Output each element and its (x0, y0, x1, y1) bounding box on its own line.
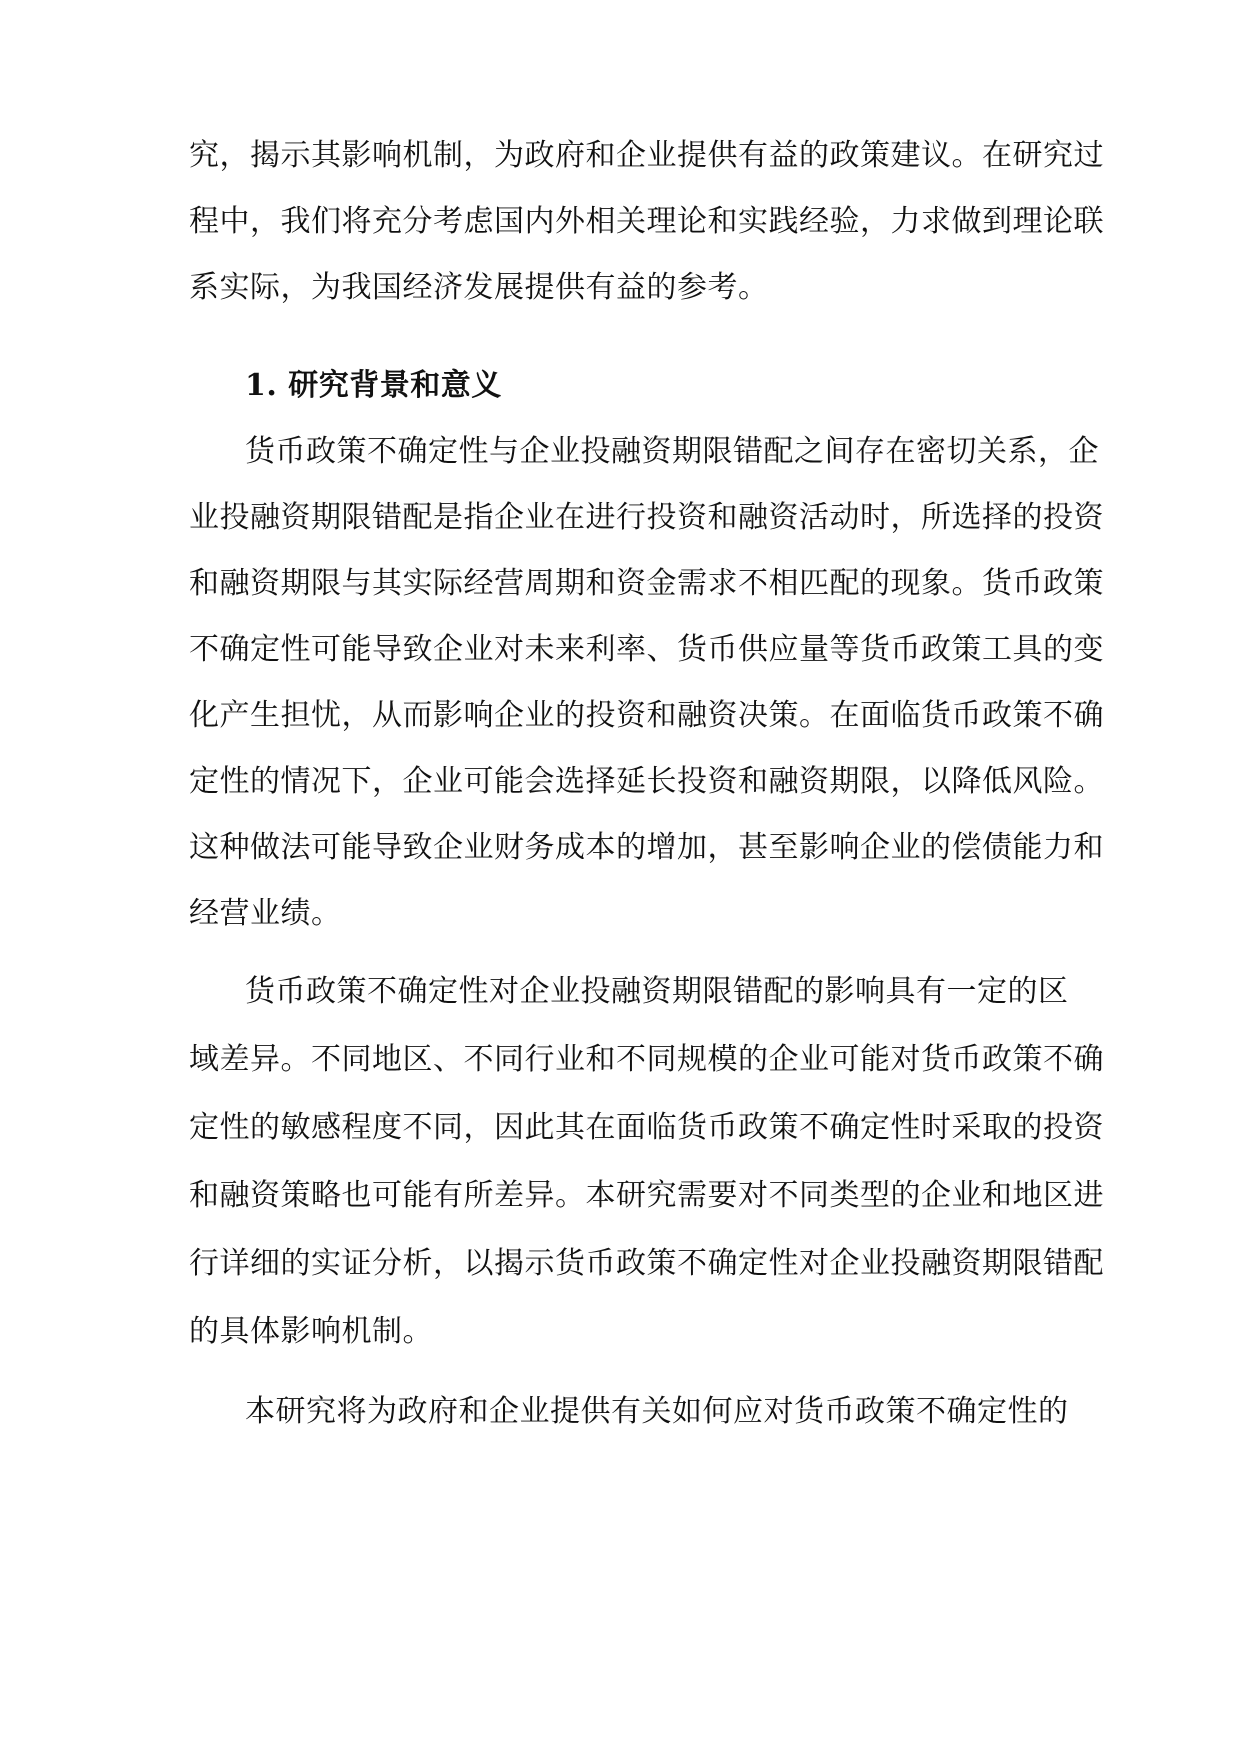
para1-line-1: 货币政策不确定性与企业投融资期限错配之间存在密切关系，企 (245, 434, 1099, 469)
para2-line-6: 的具体影响机制。 (189, 1314, 433, 1349)
para1-line-7: 这种做法可能导致企业财务成本的增加，甚至影响企业的偿债能力和 (189, 830, 1104, 865)
para2-line-2: 域差异。不同地区、不同行业和不同规模的企业可能对货币政策不确 (189, 1042, 1104, 1077)
intro-line-1: 究，揭示其影响机制，为政府和企业提供有益的政策建议。在研究过 (189, 138, 1104, 173)
intro-line-3: 系实际，为我国经济发展提供有益的参考。 (189, 270, 769, 305)
para3-line-1: 本研究将为政府和企业提供有关如何应对货币政策不确定性的 (245, 1394, 1069, 1429)
para2-line-3: 定性的敏感程度不同，因此其在面临货币政策不确定性时采取的投资 (189, 1110, 1104, 1145)
para2-line-1: 货币政策不确定性对企业投融资期限错配的影响具有一定的区 (245, 974, 1069, 1009)
para1-line-6: 定性的情况下，企业可能会选择延长投资和融资期限，以降低风险。 (189, 764, 1104, 799)
para1-line-2: 业投融资期限错配是指企业在进行投资和融资活动时，所选择的投资 (189, 500, 1104, 535)
para2-line-4: 和融资策略也可能有所差异。本研究需要对不同类型的企业和地区进 (189, 1178, 1104, 1213)
para2-line-5: 行详细的实证分析，以揭示货币政策不确定性对企业投融资期限错配 (189, 1246, 1104, 1281)
para1-line-5: 化产生担忧，从而影响企业的投资和融资决策。在面临货币政策不确 (189, 698, 1104, 733)
para1-line-4: 不确定性可能导致企业对未来利率、货币供应量等货币政策工具的变 (189, 632, 1104, 667)
para1-line-3: 和融资期限与其实际经营周期和资金需求不相匹配的现象。货币政策 (189, 566, 1104, 601)
section-heading: 1. 研究背景和意义 (245, 368, 502, 403)
intro-line-2: 程中，我们将充分考虑国内外相关理论和实践经验，力求做到理论联 (189, 204, 1104, 239)
para1-line-8: 经营业绩。 (189, 896, 342, 931)
